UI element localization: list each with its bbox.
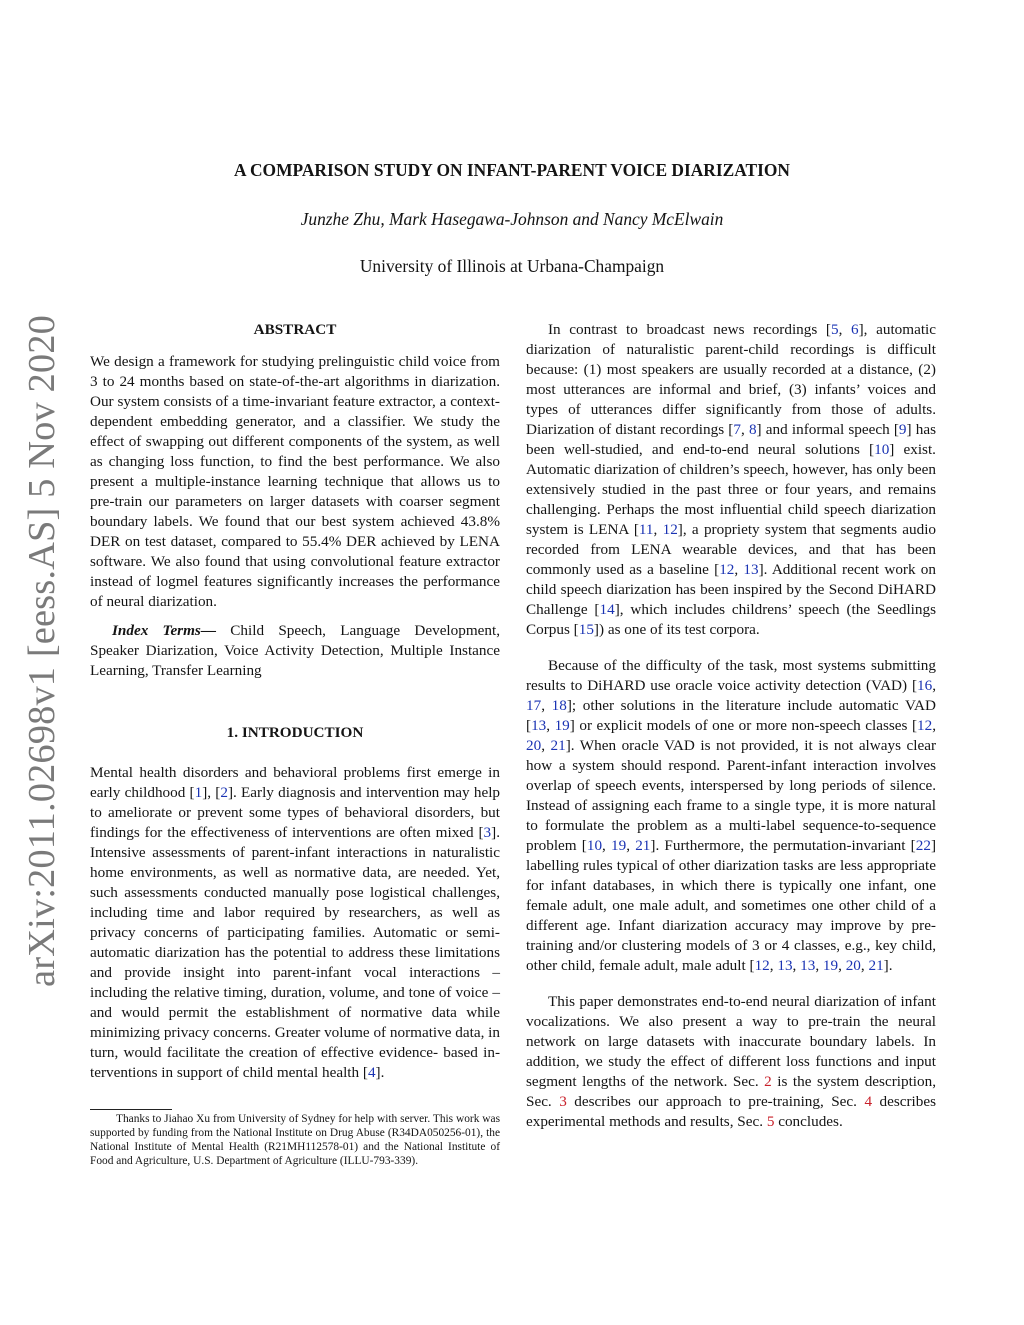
citation-link[interactable]: 21	[635, 837, 651, 854]
footnote-rule	[90, 1109, 172, 1110]
text-run: ], automatic diarization of naturalistic parent-child recordings is difficult because: (1) most speakers are usually recorded at a distance, (2) most utterances are informal and brief, (3) infants’ voices and types of utterances differ significantly from those of adults. Diarization of distant recordings [	[526, 321, 937, 438]
text-run: ,	[626, 837, 636, 854]
text-run: ,	[541, 737, 551, 754]
abstract-text: We design a framework for studying prelinguistic child voice from 3 to 24 months based on state-of-the-art algorithms in diarization. Our system consists of a time-invariant feature extractor, a context-dependent embedding generator, and a classifier. We study the effect of swapping out different components of the system, as well as changing loss function, to find the best performance. We also present a multiple-instance learning technique that allows us to pre-train our parameters on larger datasets with coarser segment boundary labels. We found that our best system achieved 43.8% DER on test dataset, compared to 55.4% DER achieved by LENA software. We also found that using convolutional feature extractor instead of logmel features significantly increases the performance of neural diarization.	[90, 353, 500, 610]
citation-link[interactable]: 5	[830, 321, 839, 338]
citation-link[interactable]: 10	[586, 837, 603, 854]
citation-link[interactable]: 22	[915, 837, 931, 854]
citation-link[interactable]: 13	[743, 561, 759, 578]
text-run: ,	[860, 957, 869, 974]
footnote: Thanks to Jiahao Xu from University of Sydney for help with server. This work was supported by funding from the National Institute on Drug Abuse (R34DA050256-01), the National Institute of Mental Health (R21MH112578-01) and the National Institute of Food and Agriculture, U.S. Department of Agriculture (ILLU-793-339).	[90, 1113, 500, 1167]
citation-link[interactable]: 13	[531, 717, 547, 734]
text-run: ,	[815, 957, 823, 974]
citation-link[interactable]: 9	[898, 421, 907, 438]
citation-link[interactable]: 12	[754, 957, 770, 974]
text-run: concludes.	[774, 1113, 843, 1130]
text-run: ,	[653, 521, 663, 538]
text-run: ,	[838, 321, 852, 338]
index-terms	[90, 621, 500, 681]
citation-link[interactable]: 15	[578, 621, 594, 638]
citation-link[interactable]: 2	[220, 784, 228, 801]
text-run: ].	[883, 957, 893, 974]
citation-link[interactable]: 12	[917, 717, 933, 734]
citation-link[interactable]: 13	[800, 957, 816, 974]
citation-link[interactable]: 19	[554, 717, 570, 734]
text-run: ,	[541, 697, 552, 714]
section-link[interactable]: 3	[559, 1093, 567, 1110]
citation-link[interactable]: 21	[868, 957, 884, 974]
text-run: ]) as one of its test corpora.	[593, 621, 760, 638]
text-run: ,	[734, 561, 744, 578]
text-run: ,	[932, 677, 936, 694]
citation-link[interactable]: 17	[526, 697, 542, 714]
citation-link[interactable]: 6	[851, 321, 859, 338]
intro-paragraph-1	[90, 763, 500, 1083]
index-terms-label: Index Terms—	[112, 622, 217, 639]
text-run: ]. Intensive assessments of parent-infant interactions in naturalistic home environments, as well as normative data, are needed. Yet, such assessments conducted manually pose logistical challenges, including time and labor required by researchers, as well as privacy concerns of participating families. Automatic or semi-automatic diarization has the potential to address these limitations and provide insight into parent-infant vocal interactions – including the relative timing, duration, volume, and tone of voice – and would permit the establishment of normative data while minimizing privacy concerns. Greater volume of normative data, in turn, would facilitate the creation of effective evidence- based interventions in support of child mental health [	[90, 824, 500, 1081]
left-column	[90, 320, 500, 1168]
text-run: is the system description, Sec.	[526, 1073, 936, 1110]
index-terms-text: Child Speech, Language Development, Speaker Diarization, Voice Activity Detection, Multiple Instance Learning, Transfer Learning	[90, 622, 501, 679]
text-run: ]; other solutions in the literature include automatic VAD [	[526, 697, 936, 734]
text-run: ,	[838, 957, 846, 974]
intro-heading: 1. INTRODUCTION	[226, 724, 364, 741]
text-run: describes our approach to pre-training, Sec.	[566, 1093, 865, 1110]
text-run: ] has been well-studied, and end-to-end neural solutions [	[526, 421, 936, 458]
intro-paragraph-2	[526, 320, 936, 640]
citation-link[interactable]: 20	[845, 957, 861, 974]
citation-link[interactable]: 21	[550, 737, 566, 754]
arxiv-identifier-stamp	[20, 315, 64, 987]
citation-link[interactable]: 12	[719, 561, 735, 578]
text-run: ].	[375, 1064, 385, 1081]
paper-affiliation: University of Illinois at Urbana-Champaign	[359, 256, 665, 276]
text-run: ], a propriety system that segments audio recorded from LENA wearable devices, and that has been commonly used as a baseline [	[526, 521, 937, 578]
section-link[interactable]: 4	[864, 1093, 873, 1110]
text-run: Because of the difficulty of the task, most systems submitting results to DiHARD use oracle voice activity detection (VAD) [	[526, 657, 936, 694]
citation-link[interactable]: 4	[367, 1064, 376, 1081]
citation-link[interactable]: 10	[874, 441, 890, 458]
citation-link[interactable]: 16	[917, 677, 933, 694]
citation-link[interactable]: 8	[748, 421, 757, 438]
text-run: ]. Early diagnosis and intervention may help to ameliorate or prevent some types of behavioral disorders, but findings for the effectiveness of interventions are often mixed [	[90, 784, 501, 841]
citation-link[interactable]: 3	[483, 824, 492, 841]
section-link[interactable]: 5	[766, 1113, 775, 1130]
text-run: ] labelling rules typical of other diarization tasks are less appropriate for infant databases, in which there is typically one infant, one female adult, one male adult, and sometimes one other child of a different age. Infant diarization accuracy may improve by pre-training and/or clustering models of 3 or 4 classes, e.g., key child, other child, female adult, male adult [	[526, 837, 936, 974]
text-run: ] exist. Automatic diarization of children’s speech, however, has only been extensively studied in the past three or four years, and remains challenging. Perhaps the most influential child speech diarization system is LENA [	[526, 441, 936, 538]
citation-link[interactable]: 18	[551, 697, 567, 714]
citation-link[interactable]: 19	[822, 957, 839, 974]
paper-authors: Junzhe Zhu, Mark Hasegawa-Johnson and Nancy McElwain	[300, 209, 724, 229]
text-run: ,	[546, 717, 555, 734]
arxiv-identifier-text: arXiv:2011.02698v1 [eess.AS] 5 Nov 2020	[21, 315, 64, 987]
text-run: ] and informal speech [	[756, 421, 899, 438]
citation-link[interactable]: 12	[662, 521, 678, 538]
paper-title: A COMPARISON STUDY ON INFANT-PARENT VOICE DIARIZATION	[234, 160, 790, 180]
citation-link[interactable]: 7	[733, 421, 741, 438]
text-run: ] or explicit models of one or more non-speech classes [	[569, 717, 918, 734]
text-run: In contrast to broadcast news recordings [	[548, 321, 831, 338]
text-run: ], which includes childrens’ speech (the Seedlings Corpus [	[526, 601, 936, 638]
citation-link[interactable]: 11	[638, 521, 654, 538]
text-run: ,	[769, 957, 778, 974]
text-run: ,	[740, 421, 749, 438]
text-run: ]. Additional recent work on child speech diarization has been inspired by the Second DiHARD Challenge [	[526, 561, 936, 618]
text-run: ], [	[202, 784, 221, 801]
intro-paragraph-3	[526, 656, 936, 976]
text-run: ,	[792, 957, 801, 974]
section-link[interactable]: 2	[764, 1073, 772, 1090]
text-run: describes experimental methods and results, Sec.	[526, 1093, 936, 1130]
citation-link[interactable]: 20	[526, 737, 542, 754]
text-run: ]. Furthermore, the permutation-invariant [	[650, 837, 916, 854]
text-run: ]. When oracle VAD is not provided, it is not always clear how a system should respond. Parent-infant interaction involves overlap of speech events, interspersed by long periods of silence. Instead of assigning each frame to a single type, it is more natural to formulate the problem as a multi-label sequence-to-sequence problem [	[526, 737, 937, 854]
citation-link[interactable]: 14	[599, 601, 615, 618]
text-run: ,	[602, 837, 612, 854]
right-column	[526, 320, 936, 1132]
text-run: Mental health disorders and behavioral problems first emerge in early childhood [	[90, 764, 500, 801]
citation-link[interactable]: 13	[777, 957, 793, 974]
intro-paragraph-4	[526, 992, 936, 1132]
text-run: This paper demonstrates end-to-end neural diarization of infant vocalizations. We also present a way to pre-train the neural network on large datasets with inaccurate boundary labels. In addition, we study the effect of different loss functions and input segment lengths of the network. Sec.	[526, 993, 936, 1090]
text-run: ,	[932, 717, 936, 734]
citation-link[interactable]: 1	[194, 784, 203, 801]
abstract-heading: ABSTRACT	[253, 321, 337, 338]
citation-link[interactable]: 19	[611, 837, 627, 854]
